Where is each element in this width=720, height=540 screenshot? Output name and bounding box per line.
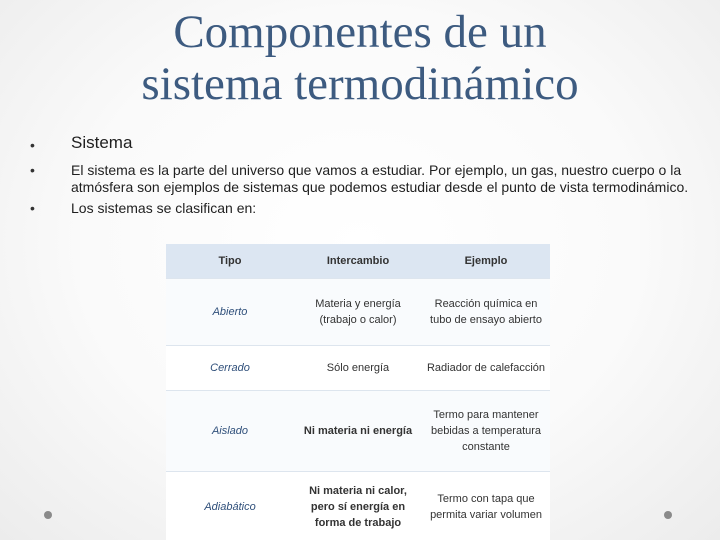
bullet-item [30, 200, 710, 217]
bullet-item [30, 132, 710, 154]
cell-ejemplo: Radiador de calefacción [422, 346, 550, 391]
header-ejemplo: Ejemplo [422, 244, 550, 279]
table-row [166, 346, 550, 391]
bullet-text: El sistema es la parte del universo que vamos a estudiar. Por ejemplo, un gas, nuestro cuerpo o la atmósfera son ejemplos de sistemas que podemos estudiar desde el punto de vista termodinámico. [71, 162, 689, 195]
cell-intercambio: Materia y energía (trabajo o calor) [294, 279, 422, 346]
cell-tipo: Abierto [166, 279, 294, 346]
bullet-text: Sistema [71, 133, 133, 152]
classification-table-image [166, 244, 550, 540]
bullet-dot-icon: • [30, 200, 35, 216]
bullet-dot-icon: • [30, 162, 35, 178]
table-row [166, 391, 550, 472]
cell-tipo: Aislado [166, 391, 294, 472]
classification-table [166, 244, 550, 540]
title-line-1: Componentes de un [173, 6, 547, 58]
bullet-text: Los sistemas se clasifican en: [71, 200, 257, 216]
cell-tipo: Cerrado [166, 346, 294, 391]
bullet-item [30, 162, 710, 196]
cell-tipo: Adiabático [166, 472, 294, 540]
cell-ejemplo: Termo con tapa que permita variar volumen [422, 472, 550, 540]
table-header-row [166, 244, 550, 279]
header-intercambio: Intercambio [294, 244, 422, 279]
prev-slide-dot-icon[interactable] [44, 511, 52, 519]
cell-intercambio: Sólo energía [294, 346, 422, 391]
bullet-list [30, 132, 710, 221]
bullet-dot-icon: • [30, 137, 35, 153]
cell-intercambio: Ni materia ni calor, pero sí energía en forma de trabajo [294, 472, 422, 540]
table-row [166, 279, 550, 346]
header-tipo: Tipo [166, 244, 294, 279]
slide-title [0, 6, 720, 110]
cell-ejemplo: Reacción química en tubo de ensayo abierto [422, 279, 550, 346]
cell-intercambio: Ni materia ni energía [294, 391, 422, 472]
cell-ejemplo: Termo para mantener bebidas a temperatura constante [422, 391, 550, 472]
title-line-2: sistema termodinámico [141, 58, 579, 110]
next-slide-dot-icon[interactable] [664, 511, 672, 519]
table-row [166, 472, 550, 540]
